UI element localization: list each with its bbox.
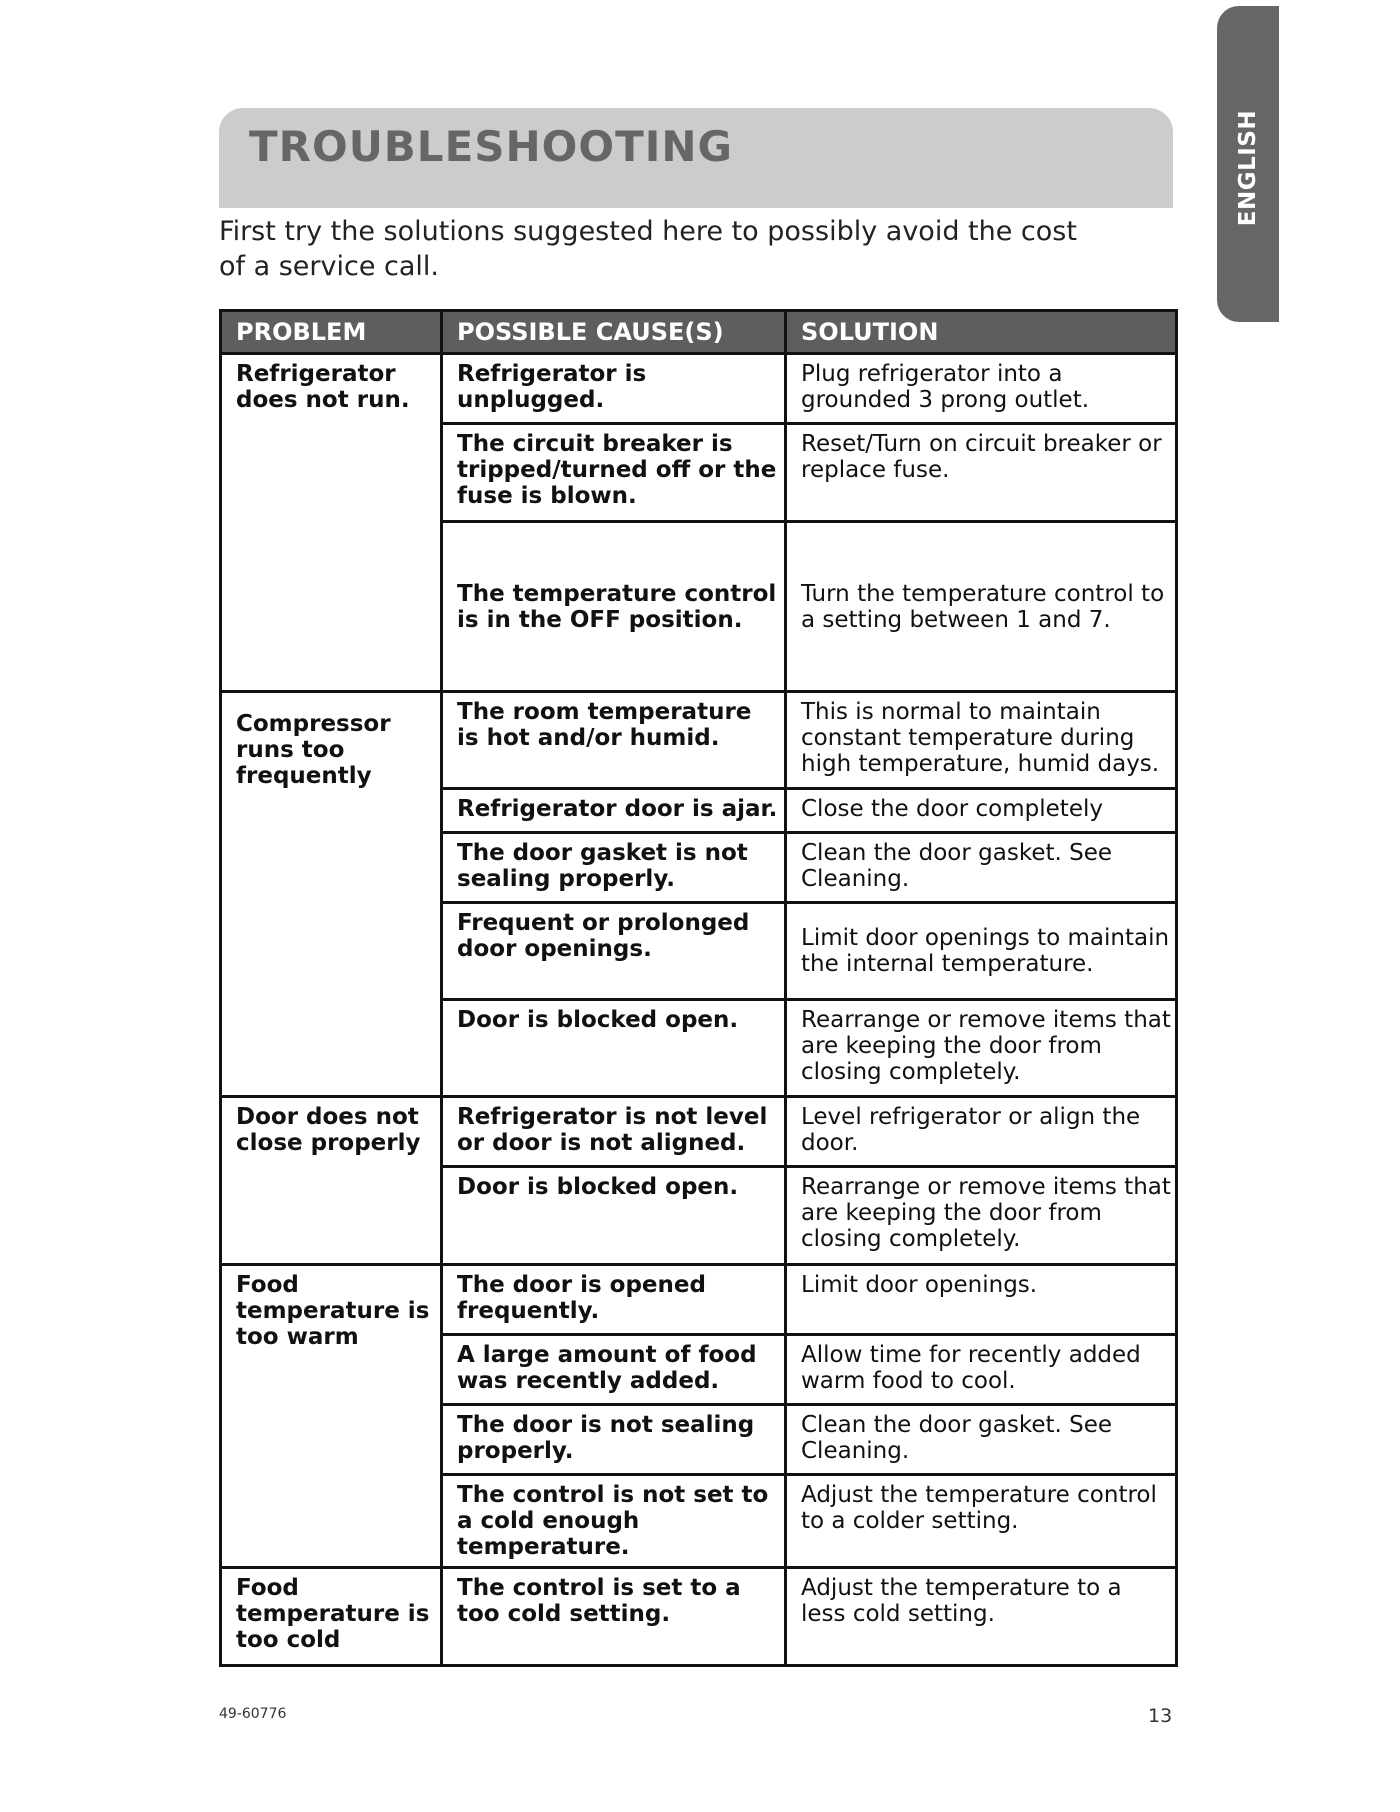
solution-cell: Limit door openings to maintain the internal temperature. (786, 903, 1177, 1000)
solution-cell: Plug refrigerator into a grounded 3 prong outlet. (786, 354, 1177, 424)
table-row (221, 354, 1177, 424)
solution-cell: Rearrange or remove items that are keeping the door from closing completely. (786, 1000, 1177, 1097)
table-row (221, 692, 1177, 789)
table-row (221, 1568, 1177, 1666)
cause-cell: The door gasket is not sealing properly. (442, 833, 786, 903)
cause-cell: The temperature control is in the OFF position. (442, 522, 786, 692)
cause-cell: Refrigerator door is ajar. (442, 789, 786, 833)
cause-cell: The door is opened frequently. (442, 1265, 786, 1335)
cause-cell: Door is blocked open. (442, 1000, 786, 1097)
cause-cell: The control is not set to a cold enough temperature. (442, 1475, 786, 1568)
solution-cell: Reset/Turn on circuit breaker or replace fuse. (786, 424, 1177, 522)
header-solution: SOLUTION (786, 311, 1177, 354)
cause-cell: Door is blocked open. (442, 1167, 786, 1265)
cause-cell: The control is set to a too cold setting. (442, 1568, 786, 1666)
language-tab-label: ENGLISH (1235, 109, 1261, 227)
solution-cell: Close the door completely (786, 789, 1177, 833)
cause-cell: Refrigerator is unplugged. (442, 354, 786, 424)
solution-cell: Limit door openings. (786, 1265, 1177, 1335)
table-row (221, 1265, 1177, 1335)
problem-cell: Food temperature is too cold (221, 1568, 442, 1666)
table-header-row (221, 311, 1177, 354)
cause-cell: The room temperature is hot and/or humid. (442, 692, 786, 789)
language-tab (1217, 6, 1279, 322)
page-number: 13 (1148, 1705, 1173, 1727)
cause-cell: Refrigerator is not level or door is not aligned. (442, 1097, 786, 1167)
header-cause: POSSIBLE CAUSE(S) (442, 311, 786, 354)
solution-cell: This is normal to maintain constant temperature during high temperature, humid days. (786, 692, 1177, 789)
table-row (221, 1097, 1177, 1167)
solution-cell: Rearrange or remove items that are keeping the door from closing completely. (786, 1167, 1177, 1265)
solution-cell: Turn the temperature control to a setting between 1 and 7. (786, 522, 1177, 692)
cause-cell: Frequent or prolonged door openings. (442, 903, 786, 1000)
solution-cell: Allow time for recently added warm food to cool. (786, 1335, 1177, 1405)
troubleshooting-table (219, 309, 1178, 1667)
cause-cell: The circuit breaker is tripped/turned off or the fuse is blown. (442, 424, 786, 522)
problem-cell: Refrigerator does not run. (221, 354, 442, 692)
cause-cell: The door is not sealing properly. (442, 1405, 786, 1475)
solution-cell: Adjust the temperature to a less cold setting. (786, 1568, 1177, 1666)
intro-text: First try the solutions suggested here to possibly avoid the cost of a service call. (219, 216, 1077, 282)
solution-cell: Adjust the temperature control to a colder setting. (786, 1475, 1177, 1568)
problem-cell: Food temperature is too warm (221, 1265, 442, 1568)
document-code: 49-60776 (219, 1706, 287, 1722)
problem-cell: Door does not close properly (221, 1097, 442, 1265)
page-title: TROUBLESHOOTING (249, 122, 733, 171)
solution-cell: Level refrigerator or align the door. (786, 1097, 1177, 1167)
solution-cell: Clean the door gasket. See Cleaning. (786, 833, 1177, 903)
header-problem: PROBLEM (221, 311, 442, 354)
problem-cell: Compressor runs too frequently (221, 692, 442, 1097)
cause-cell: A large amount of food was recently added. (442, 1335, 786, 1405)
section-title-bar (219, 108, 1173, 208)
solution-cell: Clean the door gasket. See Cleaning. (786, 1405, 1177, 1475)
